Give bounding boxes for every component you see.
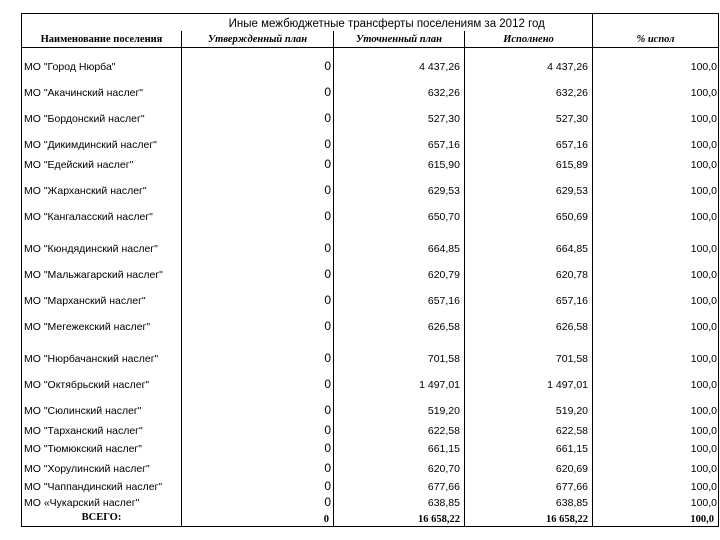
header-percent: % испол: [593, 31, 719, 48]
settlement-name: МО "Октябрьский наслег": [22, 366, 182, 392]
refined-plan-value: 1 497,01: [334, 366, 465, 392]
executed-value: 622,58: [465, 418, 593, 438]
settlement-name: МО "Едейский наслег": [22, 152, 182, 172]
executed-value: 677,66: [465, 476, 593, 494]
approved-plan-value: 0: [182, 48, 334, 74]
executed-value: 632,26: [465, 74, 593, 100]
settlement-name: МО "Хорулинский наслег": [22, 456, 182, 476]
executed-value: 701,58: [465, 334, 593, 366]
approved-plan-value: 0: [182, 282, 334, 308]
table-row: [22, 438, 719, 456]
percent-value: 100,0: [593, 48, 719, 74]
percent-value: 100,0: [593, 392, 719, 418]
settlement-name: МО «Чукарский наслег": [22, 494, 182, 510]
percent-value: 100,0: [593, 476, 719, 494]
refined-plan-value: 664,85: [334, 224, 465, 256]
total-row: [22, 510, 719, 527]
settlement-name: МО "Тюмюкский наслег": [22, 438, 182, 456]
table-row: [22, 172, 719, 198]
percent-value: 100,0: [593, 126, 719, 152]
percent-value: 100,0: [593, 224, 719, 256]
table-title: Иные межбюджетные трансферты поселениям за 2012 год: [182, 14, 593, 32]
table-row: [22, 494, 719, 510]
header-executed: Исполнено: [465, 31, 593, 48]
table-row: [22, 456, 719, 476]
settlement-name: МО "Сюлинский наслег": [22, 392, 182, 418]
refined-plan-value: 632,26: [334, 74, 465, 100]
spreadsheet-sheet: [21, 13, 718, 540]
percent-value: 100,0: [593, 308, 719, 334]
settlement-name: МО "Мальжагарский наслег": [22, 256, 182, 282]
approved-plan-value: 0: [182, 172, 334, 198]
header-approved-plan: Утвержденный план: [182, 31, 334, 48]
executed-value: 657,16: [465, 282, 593, 308]
table-row: [22, 74, 719, 100]
table-row: [22, 366, 719, 392]
transfers-table: [21, 13, 719, 527]
table-row: [22, 198, 719, 224]
header-name: Наименование поселения: [22, 31, 182, 48]
table-row: [22, 334, 719, 366]
percent-value: 100,0: [593, 334, 719, 366]
table-row: [22, 476, 719, 494]
percent-value: 100,0: [593, 494, 719, 510]
settlement-name: МО "Тарханский наслег": [22, 418, 182, 438]
approved-plan-value: 0: [182, 456, 334, 476]
refined-plan-value: 519,20: [334, 392, 465, 418]
title-spacer-cell: [22, 14, 182, 32]
table-row: [22, 308, 719, 334]
executed-value: 615,89: [465, 152, 593, 172]
table-row: [22, 282, 719, 308]
total-approved-plan: 0: [182, 510, 334, 527]
refined-plan-value: 626,58: [334, 308, 465, 334]
executed-value: 629,53: [465, 172, 593, 198]
approved-plan-value: 0: [182, 308, 334, 334]
approved-plan-value: 0: [182, 74, 334, 100]
total-label: ВСЕГО:: [22, 510, 182, 527]
settlement-name: МО "Жарханский наслег": [22, 172, 182, 198]
settlement-name: МО "Дикимдинский наслег": [22, 126, 182, 152]
table-row: [22, 392, 719, 418]
refined-plan-value: 4 437,26: [334, 48, 465, 74]
executed-value: 4 437,26: [465, 48, 593, 74]
approved-plan-value: 0: [182, 198, 334, 224]
refined-plan-value: 661,15: [334, 438, 465, 456]
executed-value: 661,15: [465, 438, 593, 456]
settlement-name: МО "Кюндядинский наслег": [22, 224, 182, 256]
table-row: [22, 224, 719, 256]
refined-plan-value: 657,16: [334, 126, 465, 152]
total-refined-plan: 16 658,22: [334, 510, 465, 527]
percent-value: 100,0: [593, 366, 719, 392]
settlement-name: МО "Бордонский наслег": [22, 100, 182, 126]
table-row: [22, 126, 719, 152]
title-row: [22, 14, 719, 32]
approved-plan-value: 0: [182, 152, 334, 172]
total-percent: 100,0: [593, 510, 719, 527]
settlement-name: МО "Чаппандинский наслег": [22, 476, 182, 494]
settlement-name: МО "Город Нюрба": [22, 48, 182, 74]
executed-value: 519,20: [465, 392, 593, 418]
refined-plan-value: 527,30: [334, 100, 465, 126]
refined-plan-value: 615,90: [334, 152, 465, 172]
refined-plan-value: 620,79: [334, 256, 465, 282]
approved-plan-value: 0: [182, 366, 334, 392]
refined-plan-value: 629,53: [334, 172, 465, 198]
table-row: [22, 418, 719, 438]
refined-plan-value: 650,70: [334, 198, 465, 224]
percent-value: 100,0: [593, 418, 719, 438]
approved-plan-value: 0: [182, 494, 334, 510]
approved-plan-value: 0: [182, 476, 334, 494]
executed-value: 527,30: [465, 100, 593, 126]
percent-value: 100,0: [593, 256, 719, 282]
title-spacer-cell-right: [593, 14, 719, 32]
executed-value: 626,58: [465, 308, 593, 334]
executed-value: 664,85: [465, 224, 593, 256]
executed-value: 638,85: [465, 494, 593, 510]
percent-value: 100,0: [593, 100, 719, 126]
settlement-name: МО "Нюрбачанский наслег": [22, 334, 182, 366]
refined-plan-value: 622,58: [334, 418, 465, 438]
total-executed: 16 658,22: [465, 510, 593, 527]
table-row: [22, 48, 719, 74]
refined-plan-value: 677,66: [334, 476, 465, 494]
percent-value: 100,0: [593, 172, 719, 198]
executed-value: 650,69: [465, 198, 593, 224]
percent-value: 100,0: [593, 456, 719, 476]
approved-plan-value: 0: [182, 100, 334, 126]
refined-plan-value: 701,58: [334, 334, 465, 366]
refined-plan-value: 657,16: [334, 282, 465, 308]
approved-plan-value: 0: [182, 438, 334, 456]
table-row: [22, 152, 719, 172]
percent-value: 100,0: [593, 198, 719, 224]
approved-plan-value: 0: [182, 334, 334, 366]
executed-value: 620,69: [465, 456, 593, 476]
settlement-name: МО "Акачинский наслег": [22, 74, 182, 100]
header-refined-plan: Уточненный план: [334, 31, 465, 48]
approved-plan-value: 0: [182, 256, 334, 282]
percent-value: 100,0: [593, 74, 719, 100]
refined-plan-value: 638,85: [334, 494, 465, 510]
approved-plan-value: 0: [182, 126, 334, 152]
settlement-name: МО "Марханский наслег": [22, 282, 182, 308]
executed-value: 657,16: [465, 126, 593, 152]
table-row: [22, 256, 719, 282]
approved-plan-value: 0: [182, 418, 334, 438]
percent-value: 100,0: [593, 282, 719, 308]
settlement-name: МО "Мегежекский наслег": [22, 308, 182, 334]
percent-value: 100,0: [593, 438, 719, 456]
executed-value: 1 497,01: [465, 366, 593, 392]
refined-plan-value: 620,70: [334, 456, 465, 476]
settlement-name: МО "Кангаласский наслег": [22, 198, 182, 224]
executed-value: 620,78: [465, 256, 593, 282]
header-row: [22, 31, 719, 48]
approved-plan-value: 0: [182, 392, 334, 418]
approved-plan-value: 0: [182, 224, 334, 256]
percent-value: 100,0: [593, 152, 719, 172]
table-row: [22, 100, 719, 126]
